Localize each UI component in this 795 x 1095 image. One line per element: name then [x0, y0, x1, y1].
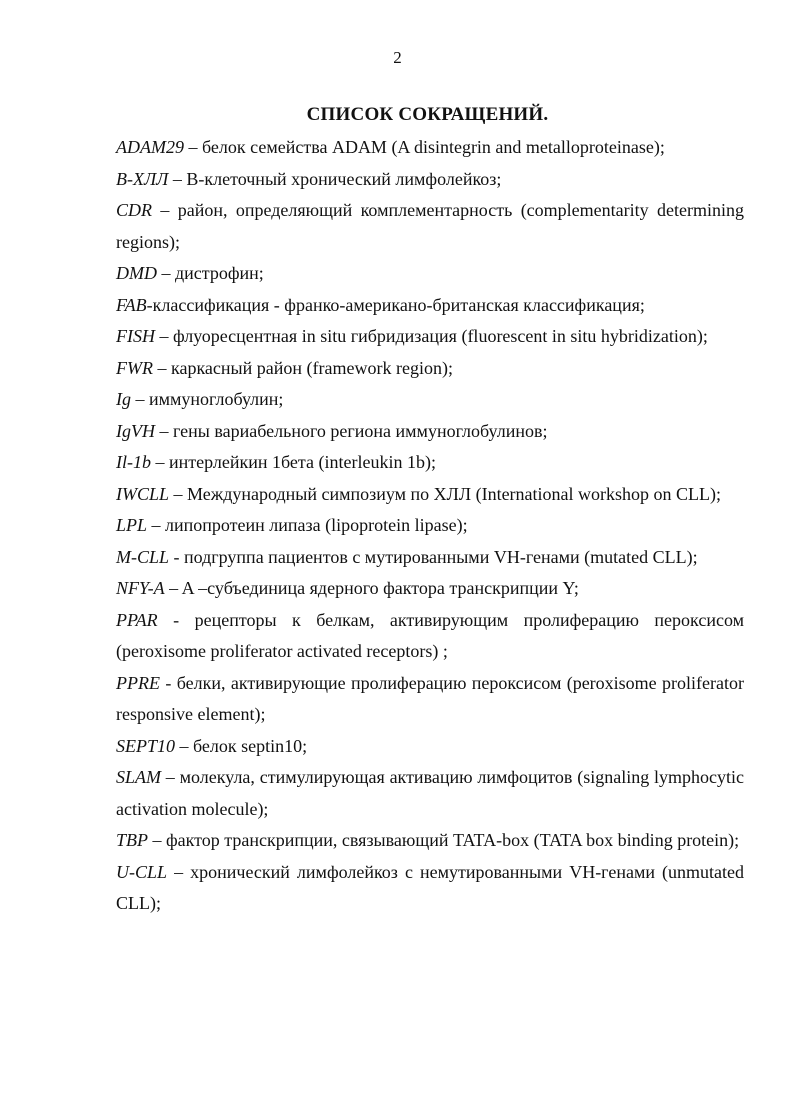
abbreviation-definition: – дистрофин;: [157, 263, 264, 283]
abbreviation-term: Il-1b: [116, 452, 151, 472]
abbreviation-definition: – хронический лимфолейкоз с немутированными VH-генами (unmutated CLL);: [116, 861, 744, 913]
abbreviation-term: FAB: [116, 294, 147, 315]
abbreviation-definition: -классификация - франко-американо-британская классификация;: [146, 294, 645, 315]
abbreviation-term: FISH: [116, 326, 155, 346]
abbreviation-definition: – B-клеточный хронический лимфолейкоз;: [168, 168, 502, 189]
abbreviation-entry: [116, 668, 744, 731]
abbreviation-term: PPRE: [116, 672, 160, 693]
abbreviation-entry: [116, 164, 744, 196]
abbreviation-entry: [116, 258, 744, 290]
abbreviation-term: SEPT10: [116, 735, 176, 756]
abbreviation-entry: [116, 321, 744, 353]
abbreviation-definition: – флуоресцентная in situ гибридизация (fluorescent in situ hybridization);: [155, 326, 708, 346]
abbreviation-definition: – липопротеин липаза (lipoprotein lipase);: [147, 515, 468, 535]
abbreviation-term: CDR: [116, 200, 152, 220]
abbreviation-definition: – белок семейства ADAM (A disintegrin and metalloproteinase);: [183, 137, 665, 157]
abbreviation-entry: [116, 510, 744, 542]
abbreviation-entry: [116, 479, 744, 511]
abbreviation-entry: [116, 857, 744, 920]
abbreviation-entry: [116, 762, 744, 825]
abbreviation-entry: [116, 353, 744, 385]
abbreviation-entry: [116, 195, 744, 258]
abbreviation-term: M-CLL: [116, 546, 170, 567]
page-number: 2: [393, 48, 402, 67]
abbreviation-entry: [116, 542, 744, 574]
abbreviation-term: IgVH: [116, 420, 155, 441]
abbreviation-term: DMD: [116, 263, 157, 283]
abbreviation-term: NFY-A: [116, 578, 165, 598]
abbreviation-entry: [116, 416, 744, 448]
abbreviation-definition: – белок septin10;: [175, 735, 308, 756]
abbreviation-term: SLAM: [116, 767, 161, 787]
abbreviation-definition: – молекула, стимулирующая активацию лимфоцитов (signaling lymphocytic activation molecule);: [116, 767, 744, 819]
abbreviation-entry: [116, 290, 744, 322]
abbreviation-entry: [116, 731, 744, 763]
abbreviation-entry: [116, 447, 744, 479]
abbreviation-list: [116, 132, 744, 920]
abbreviation-term: U-CLL: [116, 861, 168, 882]
abbreviation-term: IWCLL: [116, 483, 170, 504]
abbreviation-entry: [116, 132, 744, 164]
abbreviation-definition: - рецепторы к белкам, активирующим пролиферацию пероксисом (peroxisome proliferator activated receptors) ;: [116, 609, 744, 661]
abbreviation-definition: – A –субъединица ядерного фактора транскрипции Y;: [164, 578, 579, 598]
abbreviation-definition: – фактор транскрипции, связывающий TATA-box (TATA box binding protein);: [148, 830, 740, 850]
abbreviation-term: Ig: [116, 389, 131, 409]
abbreviation-term: PPAR: [116, 609, 158, 630]
abbreviation-entry: [116, 605, 744, 668]
abbreviation-term: FWR: [116, 357, 153, 378]
abbreviation-definition: – каркасный район (framework region);: [152, 357, 453, 378]
abbreviation-term: LPL: [116, 515, 148, 535]
abbreviation-term: B-ХЛЛ: [116, 168, 169, 189]
abbreviation-definition: - белки, активирующие пролиферацию пероксисом (peroxisome proliferator responsive element);: [116, 672, 744, 724]
abbreviation-entry: [116, 573, 744, 605]
abbreviation-definition: - подгруппа пациентов с мутированными VH-генами (mutated CLL);: [169, 546, 698, 567]
page-title: СПИСОК СОКРАЩЕНИЙ.: [306, 104, 549, 125]
abbreviation-term: TBP: [116, 830, 149, 850]
abbreviation-definition: – гены вариабельного региона иммуноглобулинов;: [155, 420, 548, 441]
abbreviation-entry: [116, 825, 744, 857]
abbreviation-definition: – интерлейкин 1бета (interleukin 1b);: [151, 452, 436, 472]
abbreviation-definition: – район, определяющий комплементарность (complementarity determining regions);: [116, 200, 744, 252]
abbreviation-entry: [116, 384, 744, 416]
abbreviation-term: ADAM29: [116, 137, 184, 157]
abbreviation-definition: – Международный симпозиум по ХЛЛ (International workshop on CLL);: [169, 483, 722, 504]
abbreviation-definition: – иммуноглобулин;: [131, 389, 284, 409]
